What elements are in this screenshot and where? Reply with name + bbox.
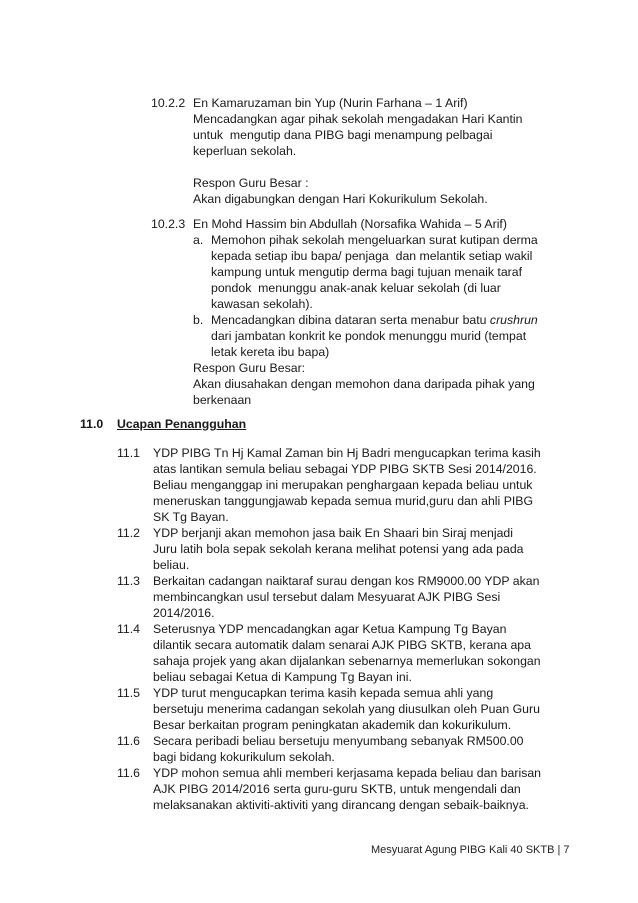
item-a-line: kepada setiap ibu bapa/ penjaga dan melantik setiap wakil bbox=[211, 249, 533, 263]
item-10-2-2-name: En Kamaruzaman bin Yup (Nurin Farhana – 1 Arif) bbox=[193, 96, 468, 110]
item-11-2-line: Juru latih bola sepak sekolah kerana melihat potensi yang ada pada bbox=[153, 542, 524, 556]
item-11-2-number: 11.2 bbox=[117, 526, 141, 540]
item-b-line-text: Mencadangkan dibina dataran serta menabur batu bbox=[211, 313, 490, 327]
item-11-2-line: YDP berjanji akan memohon jasa baik En Shaari bin Siraj menjadi bbox=[153, 526, 513, 540]
item-b-line: letak kereta ibu bapa) bbox=[211, 345, 330, 359]
item-11-6b-line: melaksanakan aktiviti-aktiviti yang dirancang dengan sebaik-baiknya. bbox=[153, 798, 529, 812]
respon-text-10-2-3: berkenaan bbox=[193, 393, 252, 407]
item-11-6b-number: 11.6 bbox=[117, 766, 141, 780]
item-11-5-line: YDP turut mengucapkan terima kasih kepada semua ahli yang bbox=[153, 686, 494, 700]
item-a-line: kampung untuk mengutip derma bagi tujuan menaik taraf bbox=[211, 265, 523, 279]
item-11-6b-line: YDP mohon semua ahli memberi kerjasama kepada beliau dan barisan bbox=[153, 766, 542, 780]
item-11-3-number: 11.3 bbox=[117, 574, 141, 588]
item-10-2-2-line: Mencadangkan agar pihak sekolah mengadakan Hari Kantin bbox=[193, 112, 523, 126]
item-10-2-3-name: En Mohd Hassim bin Abdullah (Norsafika Wahida – 5 Arif) bbox=[193, 217, 507, 231]
item-11-6-number: 11.6 bbox=[117, 734, 141, 748]
item-11-3-line: 2014/2016. bbox=[153, 606, 215, 620]
item-11-1-line: SK Tg Bayan. bbox=[153, 510, 229, 524]
item-10-2-3-number: 10.2.3 bbox=[151, 217, 186, 231]
respon-label-10-2-2: Respon Guru Besar : bbox=[193, 176, 309, 190]
item-11-6-line: Secara peribadi beliau bersetuju menyumbang sebanyak RM500.00 bbox=[153, 734, 524, 748]
item-10-2-2-line: untuk mengutip dana PIBG bagi menampung pelbagai bbox=[193, 128, 493, 142]
section-11-number: 11.0 bbox=[80, 417, 104, 431]
respon-text-10-2-3: Akan diusahakan dengan memohon dana daripada pihak yang bbox=[193, 377, 535, 391]
item-11-6b-line: AJK PIBG 2014/2016 serta guru-guru SKTB, untuk mengendali dan bbox=[153, 782, 521, 796]
item-11-3-line: Berkaitan cadangan naiktaraf surau dengan kos RM9000.00 YDP akan bbox=[153, 574, 540, 588]
item-a-line: pondok menunggu anak-anak keluar sekolah (di luar bbox=[211, 281, 501, 295]
page-footer: Mesyuarat Agung PIBG Kali 40 SKTB | 7 bbox=[371, 844, 570, 856]
item-11-4-line: beliau sebagai Ketua di Kampung Tg Bayan ini. bbox=[153, 670, 412, 684]
item-11-4-line: sahaja projek yang akan dijalankan sebenarnya memerlukan sokongan bbox=[153, 654, 541, 668]
item-b-marker: b. bbox=[193, 313, 204, 327]
item-11-5-line: Besar berkaitan program peningkatan akademik dan kokurikulum. bbox=[153, 718, 512, 732]
item-11-1-line: Beliau menganggap ini merupakan penghargaan kepada beliau untuk bbox=[153, 478, 533, 492]
item-b-italic-term: crushrun bbox=[489, 313, 538, 327]
item-a-line: Memohon pihak sekolah mengeluarkan surat kutipan derma bbox=[211, 233, 538, 247]
section-11-title: Ucapan Penangguhan bbox=[117, 417, 247, 431]
item-a-line: kawasan sekolah). bbox=[211, 297, 313, 311]
item-11-1-line: meneruskan tanggungjawab kepada semua murid,guru dan ahli PIBG bbox=[153, 494, 534, 508]
item-11-1-number: 11.1 bbox=[117, 446, 141, 460]
item-11-2-line: beliau. bbox=[153, 558, 190, 572]
item-11-3-line: membincangkan usul tersebut dalam Mesyuarat AJK PIBG Sesi bbox=[153, 590, 501, 604]
item-10-2-2-line: keperluan sekolah. bbox=[193, 144, 297, 158]
item-11-6-line: bagi bidang kokurikulum sekolah. bbox=[153, 750, 335, 764]
item-11-5-number: 11.5 bbox=[117, 686, 141, 700]
item-11-5-line: bersetuju menerima cadangan sekolah yang diusulkan oleh Puan Guru bbox=[153, 702, 540, 716]
item-10-2-2-number: 10.2.2 bbox=[151, 96, 186, 110]
item-11-1-line: atas lantikan semula beliau sebagai YDP PIBG SKTB Sesi 2014/2016. bbox=[153, 462, 537, 476]
item-11-1-line: YDP PIBG Tn Hj Kamal Zaman bin Hj Badri mengucapkan terima kasih bbox=[153, 446, 541, 460]
respon-text-10-2-2: Akan digabungkan dengan Hari Kokurikulum Sekolah. bbox=[193, 192, 488, 206]
item-11-4-line: dilantik secara automatik dalam senarai AJK PIBG SKTB, kerana apa bbox=[153, 638, 531, 652]
respon-label-10-2-3: Respon Guru Besar: bbox=[193, 361, 306, 375]
item-b-line: dari jambatan konkrit ke pondok menunggu murid (tempat bbox=[211, 329, 527, 343]
item-b-line-first bbox=[211, 312, 538, 328]
item-a-marker: a. bbox=[193, 233, 204, 247]
item-11-4-line: Seterusnya YDP mencadangkan agar Ketua Kampung Tg Bayan bbox=[153, 622, 507, 636]
item-11-4-number: 11.4 bbox=[117, 622, 141, 636]
